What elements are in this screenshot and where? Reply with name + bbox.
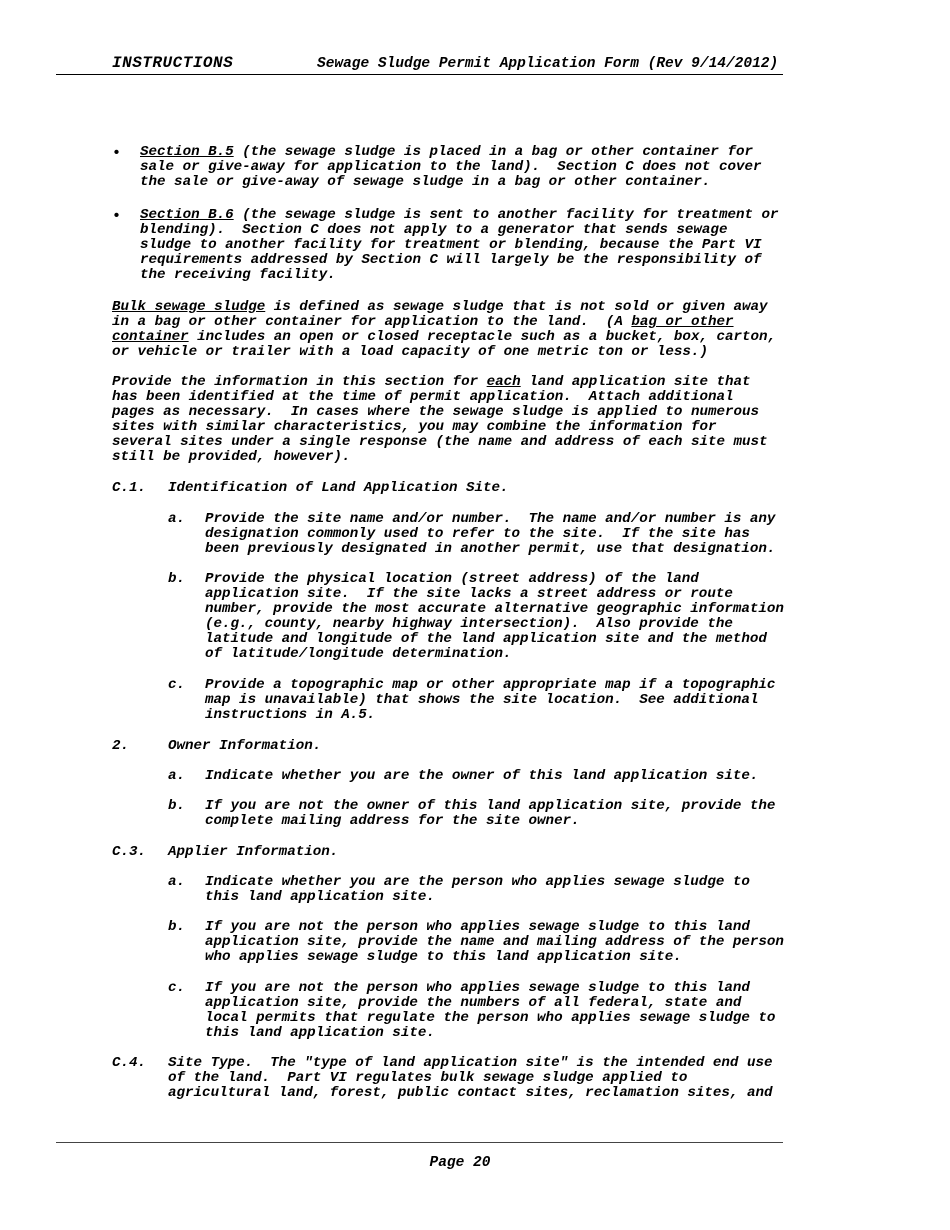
- defined-term: bag or other container: [112, 314, 734, 346]
- item-label: a.: [168, 874, 186, 890]
- item-c1c-text: Provide a topographic map or other appropriate map if a topographic map is unavailable) that shows the site location. See additional instructions in A.5.: [205, 677, 776, 724]
- bullet-text: sale or give-away for application to the land). Section C does not cover the sale or give-away of sewage sludge in a bag or other container.: [140, 159, 762, 191]
- section-reference: Section B.5: [140, 144, 234, 160]
- section-number: C.1.: [112, 480, 147, 496]
- item-c3b-text: If you are not the person who applies sewage sludge to this land application site, provide the name and mailing address of the person who applies sewage sludge to this land application site.: [205, 919, 784, 966]
- bullet-marker: •: [112, 208, 122, 225]
- item-label: c.: [168, 677, 186, 693]
- section-reference: Section B.6: [140, 207, 234, 223]
- header-section-title: INSTRUCTIONS: [112, 54, 234, 72]
- emphasis-each: each: [486, 374, 521, 390]
- item-c2b-text: If you are not the owner of this land application site, provide the complete mailing address for the site owner.: [205, 798, 776, 830]
- bullet-item-b6: [140, 208, 779, 283]
- bullet-text: (the sewage sludge is placed in a bag or other container for: [233, 144, 754, 160]
- defined-term: Bulk sewage sludge: [112, 299, 266, 315]
- item-c1a-text: Provide the site name and/or number. The name and/or number is any designation commonly used to refer to the site. If the site has been previously designated in another permit, use that designation.: [205, 511, 776, 558]
- paragraph-text: includes an open or closed receptacle such as a bucket, box, carton, or vehicle or trailer with a load capacity of one metric ton or less.): [112, 329, 777, 361]
- item-label: a.: [168, 768, 186, 784]
- item-c2a-text: Indicate whether you are the owner of this land application site.: [205, 768, 759, 784]
- paragraph-text: is defined as sewage sludge that is not sold or given away in a bag or other container for application to the land. (A: [112, 299, 768, 331]
- item-c1b-text: Provide the physical location (street address) of the land application site. If the site lacks a street address or route number, provide the most accurate alternative geographic information (e.g., county, nearby highway intersection). Also provide the latitude and longitude of the land application site and the method of latitude/longitude determination.: [205, 571, 784, 663]
- section-c4-text: Site Type. The "type of land application site" is the intended end use of the land. Part VI regulates bulk sewage sludge applied to agricultural land, forest, public contact sites, reclamation sites, and: [168, 1055, 773, 1102]
- bullet-text: blending). Section C does not apply to a generator that sends sewage sludge to another facility for treatment or blending, because the Part VI requirements addressed by Section C will largely be the responsibility of the receiving facility.: [140, 222, 762, 284]
- bullet-marker: •: [112, 145, 122, 162]
- bullet-text: (the sewage sludge is sent to another facility for treatment or: [233, 207, 779, 223]
- section-number: C.3.: [112, 844, 147, 860]
- item-label: b.: [168, 798, 186, 814]
- item-c3c-text: If you are not the person who applies sewage sludge to this land application site, provide the numbers of all federal, state and local permits that regulate the person who applies sewage sludge to this land application site.: [205, 980, 776, 1042]
- section-title: Applier Information.: [168, 844, 339, 860]
- bullet-item-b5: [140, 145, 762, 190]
- paragraph-text: Provide the information in this section for: [112, 374, 487, 390]
- page-number: Page 20: [429, 1155, 491, 1171]
- header-form-title: Sewage Sludge Permit Application Form (Rev 9/14/2012): [317, 56, 779, 72]
- paragraph-text: land application site that has been identified at the time of permit application. Attach additional pages as necessary. In cases where the sewage sludge is applied to numerous sites with similar characteristics, you may combine the information for several sites under a single response (the name and address of each site must still be provided, however).: [112, 374, 768, 466]
- item-label: a.: [168, 511, 186, 527]
- header-rule: [56, 74, 783, 75]
- item-label: c.: [168, 980, 186, 996]
- item-label: b.: [168, 919, 186, 935]
- provide-information-paragraph: [112, 375, 768, 466]
- section-title: Owner Information.: [168, 738, 322, 754]
- item-label: b.: [168, 571, 186, 587]
- bulk-sludge-definition: [112, 300, 776, 360]
- item-c3a-text: Indicate whether you are the person who applies sewage sludge to this land application site.: [205, 874, 750, 906]
- page-header: [112, 54, 832, 74]
- section-title: Identification of Land Application Site.: [168, 480, 509, 496]
- footer-rule: [56, 1142, 783, 1143]
- section-number: 2.: [112, 738, 130, 754]
- section-number: C.4.: [112, 1055, 147, 1071]
